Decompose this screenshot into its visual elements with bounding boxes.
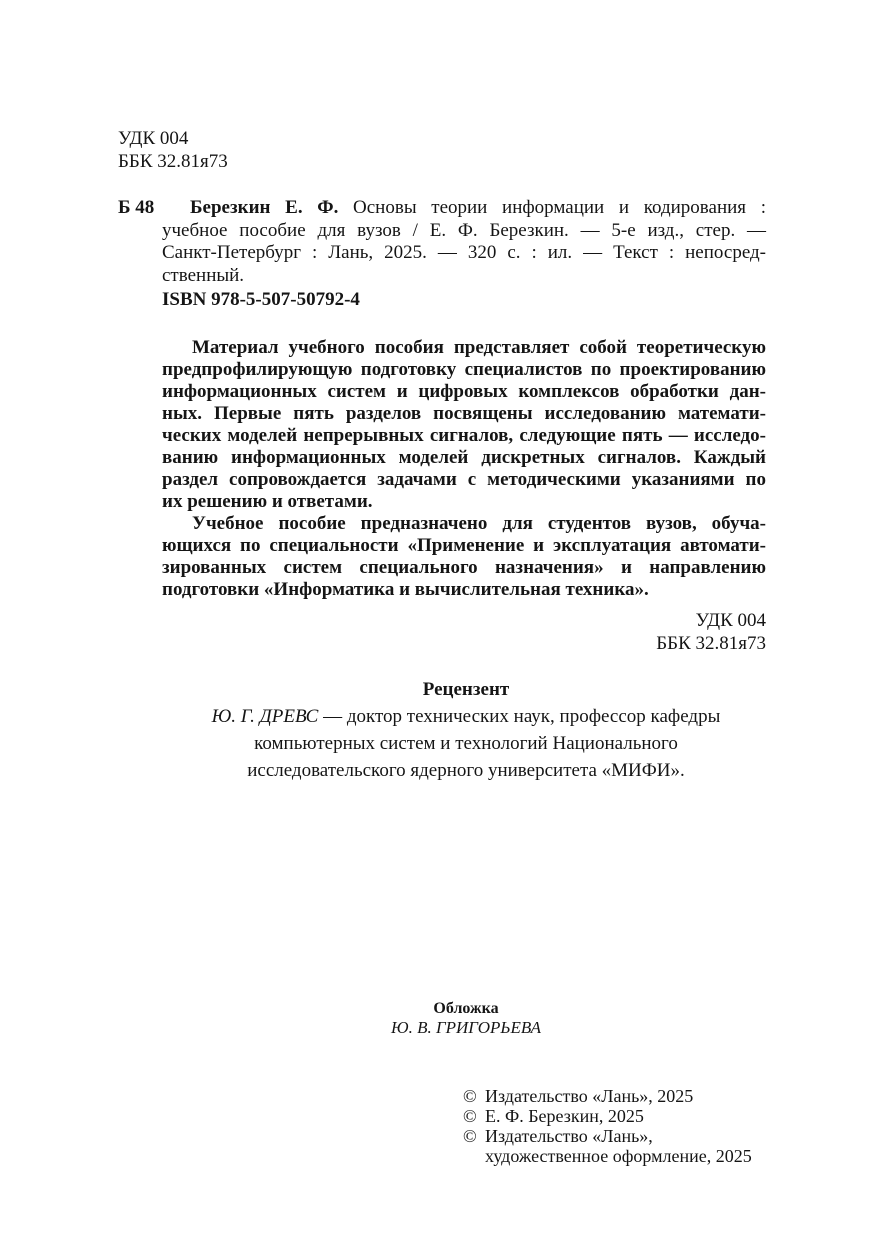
annotation — [162, 337, 766, 601]
book-title: Основы теории информации и кодирования : — [338, 197, 766, 218]
cover-credit-heading: Обложка — [433, 1000, 499, 1017]
reviewer-title: — доктор технических наук, профессор кафедры — [318, 706, 721, 727]
reviewer-affiliation-line-2: исследовательского ядерного университета «МИФИ». — [247, 760, 685, 781]
annotation-paragraph-1: Материал учебного пособия представляет собой теоретическую предпрофилирующую подготовку специалистов по проектированию информационных систем и цифровых комплексов обработки дан- ных. Первые пять разделов посвящены исследованию математи- ческих моделей непрерывных сигналов, следующие пять — исследо- ванию информационных моделей дискретных сигналов. Каждый раздел сопровождается задачами с методическими указаниями по их решению и ответами. — [162, 337, 766, 512]
annotation-paragraph-2: Учебное пособие предназначено для студентов вузов, обуча- ющихся по специальности «Применение и эксплуатация автомати- зированных систем специального назначения» и направлению подготовки «Информатика и вычислительная техника». — [162, 513, 766, 600]
reviewer-name-line — [160, 703, 772, 730]
bottom-classification-codes — [656, 609, 766, 655]
copyright-text: Издательство «Лань», 2025 — [485, 1086, 694, 1106]
author-name: Березкин Е. Ф. — [190, 197, 339, 218]
isbn-number: ISBN 978-5-507-50792-4 — [162, 289, 360, 310]
reviewer-block — [160, 676, 772, 784]
copyright-line — [463, 1106, 752, 1126]
copyright-text: Е. Ф. Березкин, 2025 — [485, 1106, 644, 1126]
copyright-icon: © — [463, 1106, 477, 1126]
udc-code-right: УДК 004 — [695, 610, 766, 631]
catalog-card — [118, 197, 766, 287]
udc-code: УДК 004 — [118, 128, 189, 149]
copyright-icon-spacer — [463, 1146, 485, 1166]
copyright-icon: © — [463, 1126, 477, 1146]
copyright-text: художественное оформление, 2025 — [485, 1146, 752, 1166]
copyright-block — [463, 1086, 752, 1166]
copyright-line — [463, 1086, 752, 1106]
reviewer-name: Ю. Г. ДРЕВС — [211, 706, 319, 727]
cover-designer-name: Ю. В. ГРИГОРЬЕВА — [391, 1018, 541, 1037]
top-classification-codes — [118, 127, 228, 173]
cover-credit — [160, 1000, 772, 1037]
copyright-line — [463, 1146, 752, 1166]
catalog-card-first-line — [162, 197, 766, 220]
copyright-icon: © — [463, 1086, 477, 1106]
bbk-code-right: ББК 32.81я73 — [656, 633, 766, 654]
catalog-card-code: Б 48 — [118, 197, 155, 218]
catalog-card-continuation: учебное пособие для вузов / Е. Ф. Березкин. — 5-е изд., стер. — Санкт-Петербург : Лань, 2025. — 320 с. : ил. — Текст : непосред- ственный. — [162, 219, 766, 286]
catalog-card-text — [162, 197, 766, 287]
copyright-line — [463, 1126, 752, 1146]
reviewer-heading: Рецензент — [422, 679, 510, 700]
copyright-text: Издательство «Лань», — [485, 1126, 653, 1146]
reviewer-affiliation-line-1: компьютерных систем и технологий Национального — [254, 733, 678, 754]
bbk-code: ББК 32.81я73 — [118, 151, 228, 172]
